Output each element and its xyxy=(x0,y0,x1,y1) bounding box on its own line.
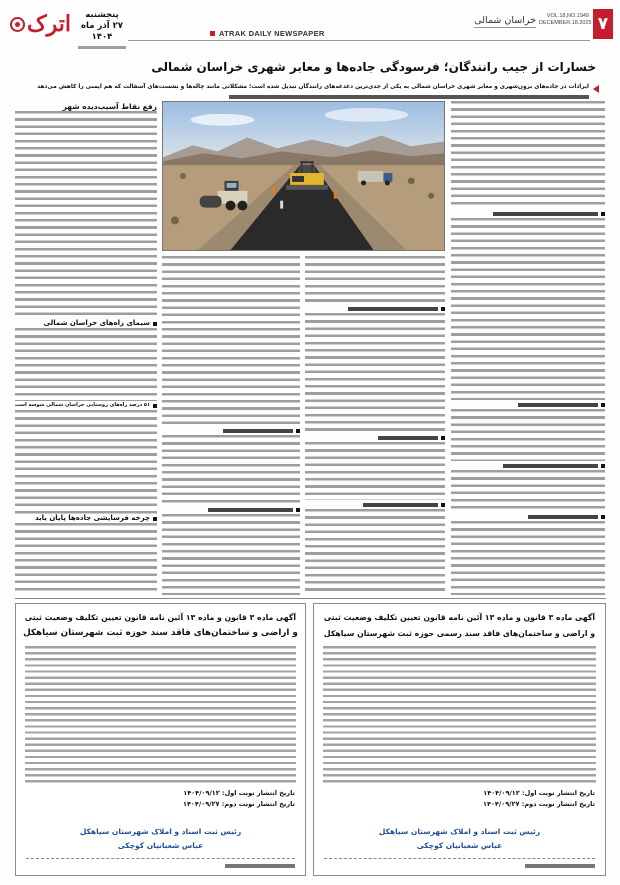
square-bullet-icon xyxy=(601,212,605,216)
side-title: رفع نقاط آسیب‌دیده شهر xyxy=(62,101,157,111)
signer-title: رئیس ثبت اسناد و املاک شهرستان سیاهکل xyxy=(378,827,541,836)
square-bullet-icon xyxy=(601,464,605,468)
weekday: پنجشنبه xyxy=(85,10,119,20)
square-bullet-icon xyxy=(441,436,445,440)
paper-name xyxy=(210,29,325,38)
square-bullet-icon xyxy=(153,404,157,408)
signer-name: عباس شعبانیان کوچکی xyxy=(117,841,204,850)
subheading xyxy=(305,500,445,509)
body-text xyxy=(162,435,300,505)
article-lead-continued xyxy=(229,95,589,99)
square-bullet-icon xyxy=(210,31,215,36)
subheading xyxy=(162,505,300,514)
header-rule xyxy=(128,40,590,41)
square-bullet-icon xyxy=(153,517,157,521)
body-text xyxy=(305,509,445,595)
article-headline: خسارات از جیب رانندگان؛ فرسودگی جاده‌ها و معابر شهری خراسان شمالی xyxy=(151,60,596,74)
notice-divider xyxy=(324,858,595,859)
logo-emblem-icon xyxy=(10,17,25,32)
body-text xyxy=(305,256,445,304)
legal-notice-left xyxy=(15,603,306,876)
volume-number: VOL.18,NO.1949 xyxy=(546,13,589,19)
subheading xyxy=(451,209,605,218)
body-text xyxy=(451,521,605,595)
notice-body-text xyxy=(25,646,296,784)
square-bullet-icon xyxy=(601,515,605,519)
ads-divider xyxy=(15,598,606,599)
subheading-erosion-cycle: چرخه فرسایشی جاده‌ها پایان یابد xyxy=(15,514,157,523)
body-text xyxy=(451,101,605,209)
legal-notice-right xyxy=(313,603,606,876)
square-bullet-icon xyxy=(153,322,157,326)
square-bullet-icon xyxy=(296,429,300,433)
notice-title-line-1: آگهی ماده ۳ قانون و ماده ۱۳ آئین نامه قانون تعیین تکلیف وضعیت ثبتی xyxy=(24,613,297,622)
issue-date xyxy=(72,10,132,49)
lead-arrow-icon xyxy=(593,85,599,93)
subheading xyxy=(162,426,300,435)
second-publication-date: تاریخ انتشار نوبت دوم: ۱۴۰۴/۰۹/۲۷ xyxy=(183,800,295,808)
square-bullet-icon xyxy=(441,307,445,311)
subheading xyxy=(451,461,605,470)
body-text xyxy=(15,328,157,401)
notice-code xyxy=(225,864,295,868)
body-text xyxy=(451,409,605,461)
signer-title: رئیس ثبت اسناد و املاک شهرستان سیاهکل xyxy=(79,827,242,836)
notice-body-text xyxy=(323,646,596,784)
body-text xyxy=(15,410,157,514)
english-date: DECEMBER.18.2025 xyxy=(539,20,592,26)
body-text xyxy=(451,470,605,512)
newspaper-logo: اترک xyxy=(26,11,72,37)
notice-code xyxy=(525,864,595,868)
notice-title-line-2: و اراضی و ساختمان‌های فاقد سند حوزه ثبت شهرستان سیاهکل xyxy=(23,628,298,638)
notice-title-line-2: و اراضی و ساختمان‌های فاقد سند رسمی حوزه ثبت شهرستان سیاهکل xyxy=(323,629,596,638)
signer-name: عباس شعبانیان کوچکی xyxy=(416,841,503,850)
road-paving-photo xyxy=(162,101,445,251)
notice-title-line-1: آگهی ماده ۳ قانون و ماده ۱۳ آئین نامه قانون تعیین تکلیف وضعیت ثبتی xyxy=(323,613,596,622)
subheading xyxy=(451,400,605,409)
body-text xyxy=(305,313,445,433)
second-publication-date: تاریخ انتشار نوبت دوم: ۱۴۰۴/۰۹/۲۷ xyxy=(483,800,595,808)
body-text xyxy=(162,256,300,426)
body-text xyxy=(15,111,157,319)
article-lead: ایرادات در جاده‌های برون‌شهری و معابر شهری خراسان شمالی به یکی از جدی‌ترین دغدغه‌های رانندگان تبدیل شده است؛ مشکلاتی مانند چاله‌ها و نشست‌های آسفالت که هم ایمنی را کاهش می‌دهد xyxy=(37,84,589,90)
body-text xyxy=(451,218,605,400)
square-bullet-icon xyxy=(296,508,300,512)
article-column-left xyxy=(15,101,157,595)
body-text xyxy=(305,442,445,500)
square-bullet-icon xyxy=(601,403,605,407)
subheading xyxy=(305,304,445,313)
first-publication-date: تاریخ انتشار نوبت اول: ۱۴۰۴/۰۹/۱۲ xyxy=(183,789,295,797)
subheading xyxy=(451,512,605,521)
issue-small-print xyxy=(78,46,126,49)
article-column-right xyxy=(451,101,605,595)
subheading-rural-roads: ۵۱ درصد راه‌های روستایی خراسان شمالی شوسه است xyxy=(15,401,157,410)
page-number-badge: ۷ xyxy=(593,9,613,39)
subheading-roads-overview: سیمای راه‌های خراسان شمالی xyxy=(15,319,157,328)
section-label: خراسان شمالی xyxy=(474,15,536,26)
issue-info xyxy=(539,13,592,27)
subheading xyxy=(305,433,445,442)
body-text xyxy=(162,514,300,595)
body-text xyxy=(15,523,157,595)
square-bullet-icon xyxy=(441,503,445,507)
persian-date: ۲۷ آذر ماه ۱۴۰۴ xyxy=(81,21,123,42)
notice-divider xyxy=(26,858,295,859)
first-publication-date: تاریخ انتشار نوبت اول: ۱۴۰۴/۰۹/۱۲ xyxy=(483,789,595,797)
paper-name-text: ATRAK DAILY NEWSPAPER xyxy=(219,29,325,38)
article-column-middle-left xyxy=(162,256,300,595)
article-column-middle-right xyxy=(305,256,445,595)
